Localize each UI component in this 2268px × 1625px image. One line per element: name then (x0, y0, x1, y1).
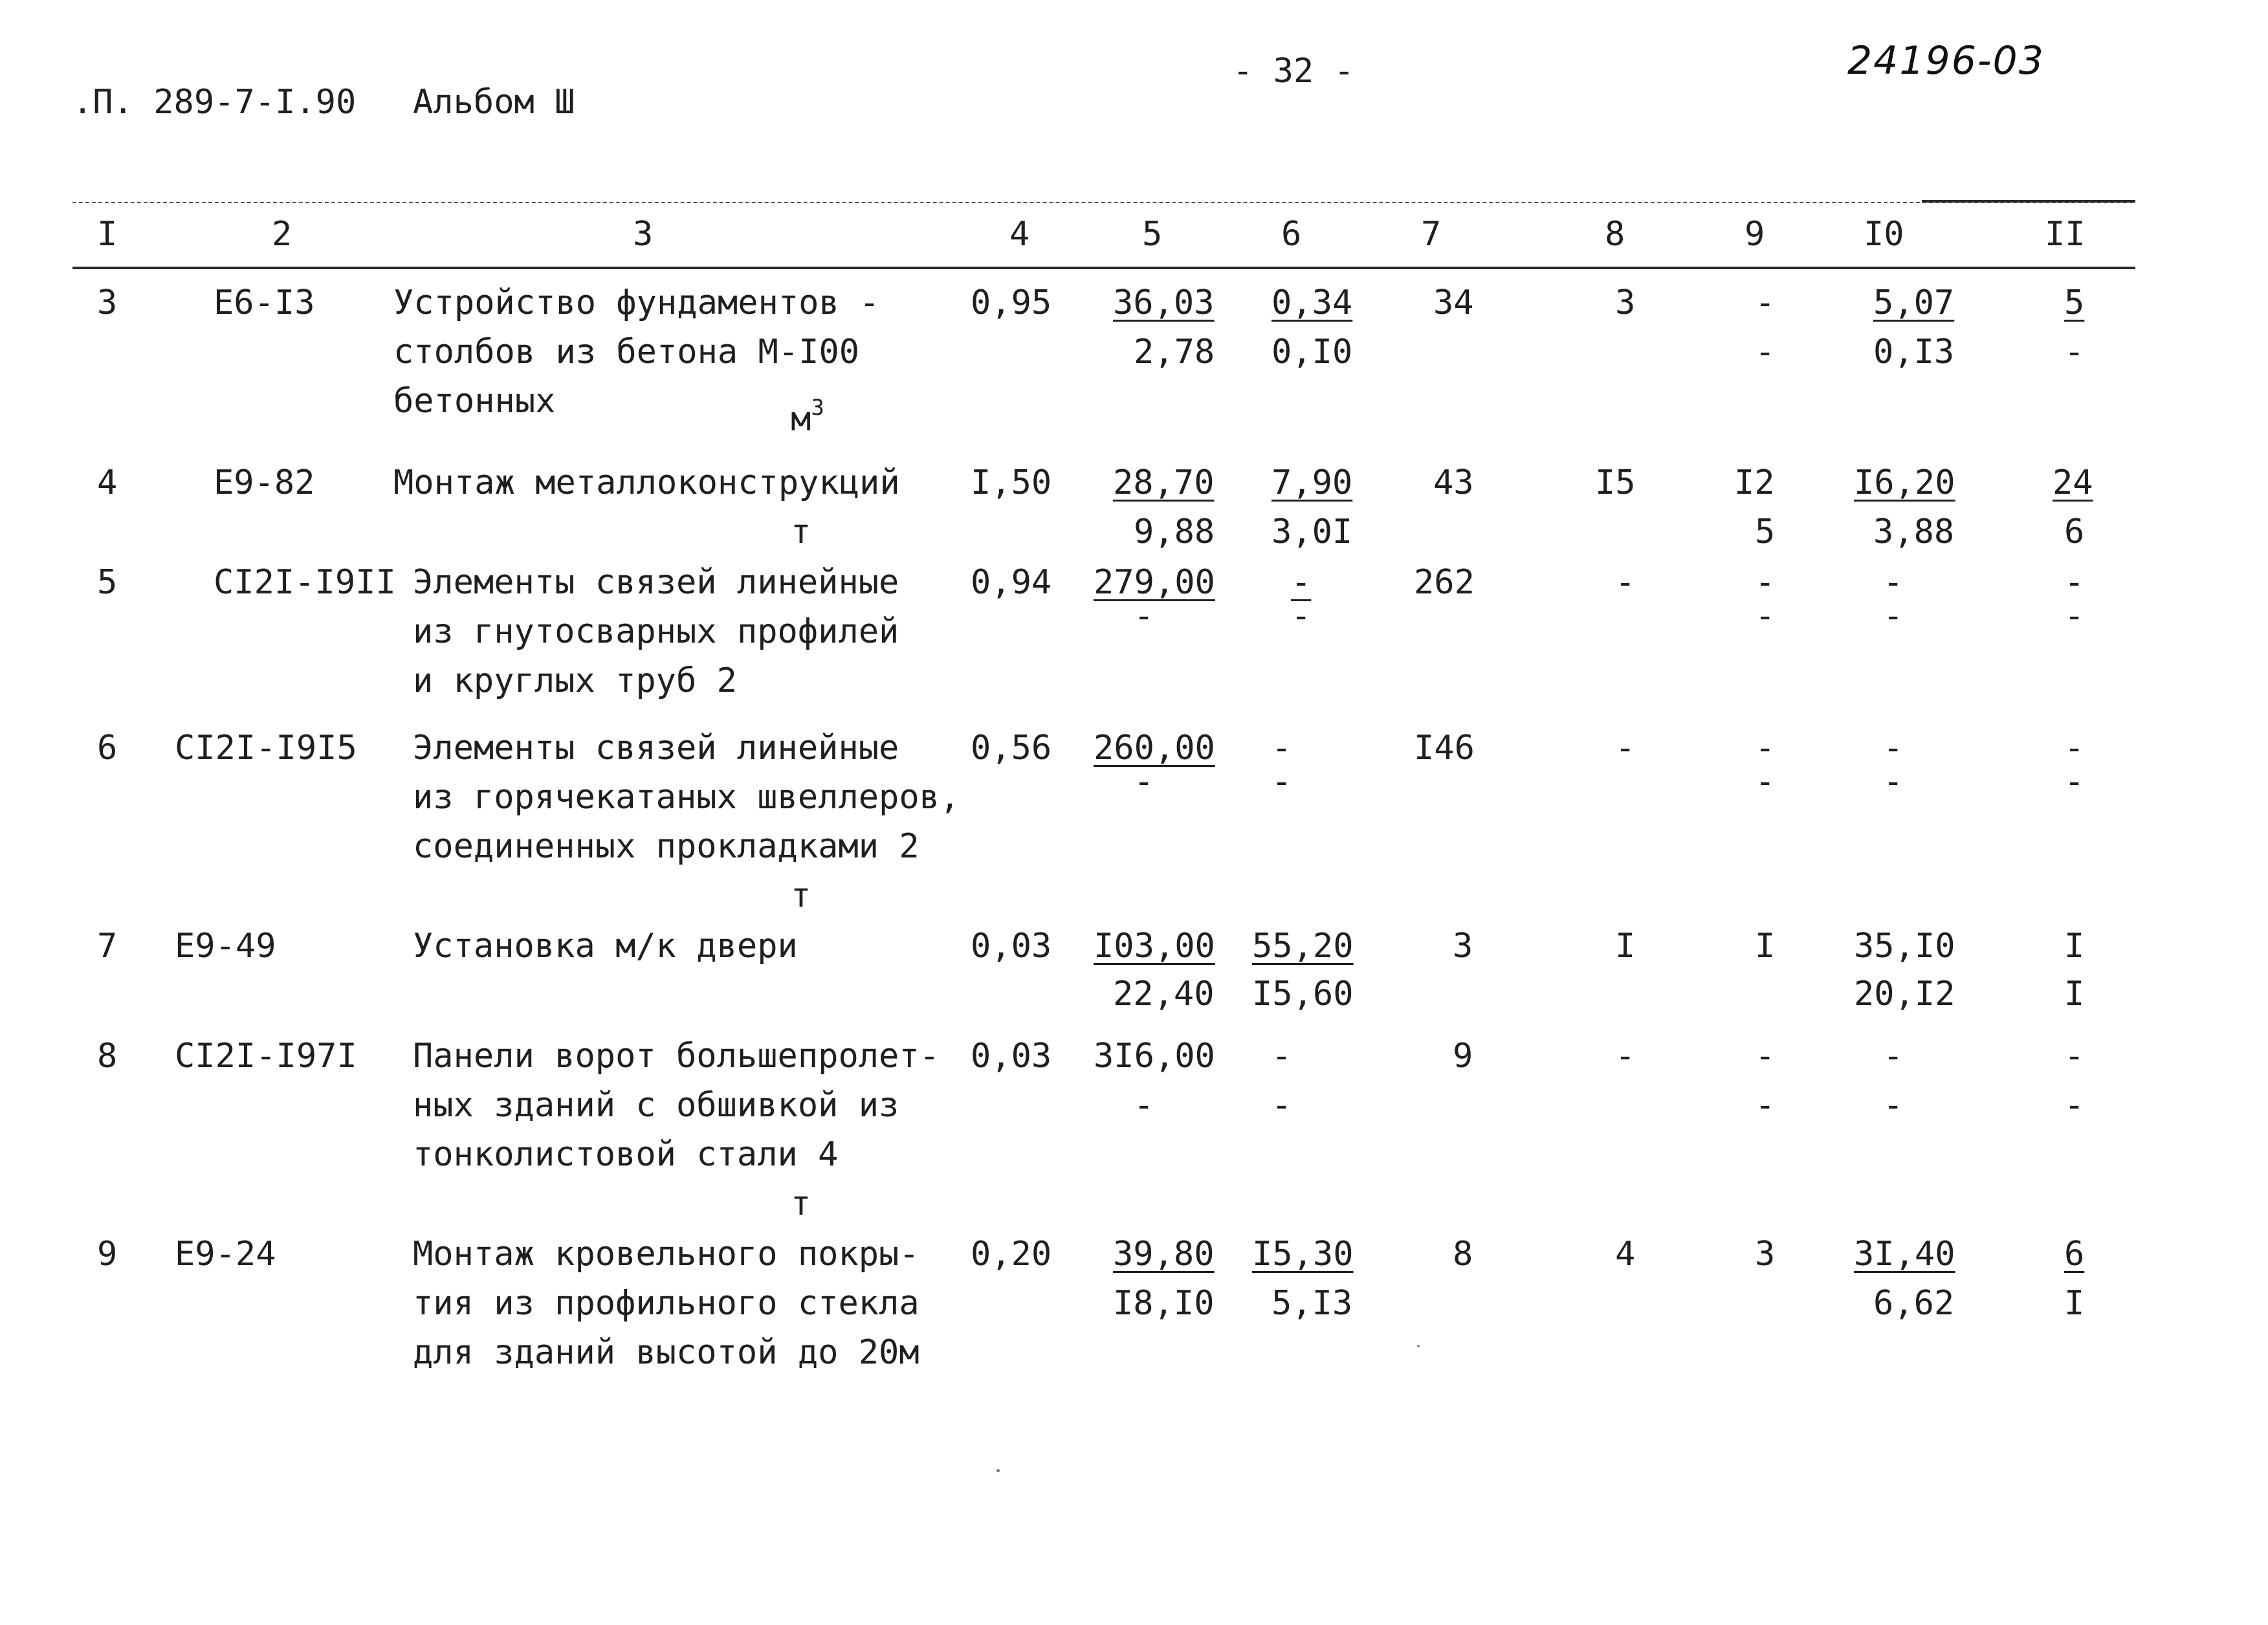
cell-col-5-top: 260,00 (1094, 729, 1215, 768)
cell-col-8: - (1615, 563, 1636, 602)
cell-col-6-bottom: 0,I0 (1272, 333, 1353, 371)
cell-col-6-top: I5,30 (1252, 1235, 1354, 1274)
cell-col-5-bottom: - (1134, 762, 1154, 801)
column-header-1: I (97, 215, 118, 254)
row-description-line: Установка м/к двери (413, 927, 798, 966)
row-unit: т (791, 876, 811, 915)
cell-col-6-bottom: 3,0I (1272, 513, 1353, 551)
row-description-line: ных зданий с обшивкой из (413, 1086, 899, 1125)
row-unit: т (791, 1184, 811, 1223)
row-description-line: и круглых труб 2 (413, 661, 737, 700)
cell-col-10-bottom: 3,88 (1873, 513, 1955, 551)
cell-col-8: 4 (1615, 1235, 1636, 1274)
cell-col-10-top: - (1883, 729, 1904, 768)
cell-col-4: 0,56 (971, 729, 1052, 768)
cell-col-7: I46 (1414, 729, 1475, 768)
page-number: - 32 - (1233, 52, 1354, 91)
cell-col-6-bottom: - (1291, 597, 1312, 636)
cell-col-6-bottom: 5,I3 (1272, 1284, 1353, 1323)
row-description-line: для зданий высотой до 20м (413, 1333, 919, 1372)
cell-col-5-bottom: 22,40 (1113, 975, 1215, 1013)
cell-col-5-top: 3I6,00 (1094, 1037, 1215, 1076)
cell-col-10-bottom: 0,I3 (1873, 333, 1955, 371)
cell-col-5-top: 36,03 (1113, 283, 1215, 322)
cell-col-10-bottom: - (1883, 597, 1904, 636)
row-description-line: тия из профильного стекла (413, 1284, 919, 1323)
row-code: Е9-49 (175, 927, 276, 966)
row-unit: т (791, 513, 811, 551)
cell-col-8: - (1615, 729, 1636, 768)
cell-col-11-top: 5 (2064, 283, 2085, 322)
cell-col-4: 0,03 (971, 927, 1052, 966)
cell-col-6-top: 0,34 (1272, 283, 1353, 322)
cell-col-5-bottom: 9,88 (1134, 513, 1215, 551)
row-unit: $м^3$ (791, 395, 824, 439)
row-description-line: Монтаж металлоконструкций (393, 463, 900, 502)
cell-col-4: 0,95 (971, 283, 1052, 322)
row-description-line: столбов из бетона М-I00 (393, 333, 860, 371)
row-description-line: Устройство фундаментов - (393, 283, 880, 322)
cell-col-11-top: I (2064, 927, 2085, 966)
cell-col-9-top: I2 (1734, 463, 1775, 502)
cell-col-9-top: - (1755, 729, 1776, 768)
cell-col-7: 43 (1433, 463, 1474, 502)
cell-col-9-bottom: - (1755, 333, 1776, 371)
row-description-line: соединенных прокладками 2 (413, 827, 919, 866)
cell-col-11-top: - (2064, 563, 2085, 602)
cell-col-9-top: - (1755, 1037, 1776, 1076)
handwritten-number: 24196-03 (1847, 38, 2045, 83)
cell-col-6-bottom: I5,60 (1252, 975, 1354, 1013)
cell-col-10-bottom: 6,62 (1873, 1284, 1955, 1323)
cell-col-5-bottom: - (1134, 597, 1154, 636)
document-code: .П. 289-7-I.90 (72, 83, 357, 122)
cell-col-9-bottom: - (1755, 597, 1776, 636)
row-description-line: Монтаж кровельного покры- (413, 1235, 919, 1274)
cell-col-9-bottom: - (1755, 762, 1776, 801)
cell-col-11-bottom: 6 (2064, 513, 2085, 551)
row-code: СI2I-I9II (214, 563, 396, 602)
cell-col-8: I5 (1595, 463, 1636, 502)
row-description-line: тонколистовой стали 4 (413, 1135, 839, 1174)
row-description-line: бетонных (393, 382, 556, 421)
cell-col-10-bottom: - (1883, 762, 1904, 801)
cell-col-5-top: I03,00 (1094, 927, 1215, 966)
cell-col-9-top: - (1755, 283, 1776, 322)
cell-col-5-top: 39,80 (1113, 1235, 1215, 1274)
cell-col-11-bottom: - (2064, 333, 2085, 371)
cell-col-5-top: 28,70 (1113, 463, 1215, 502)
cell-col-6-bottom: - (1272, 762, 1292, 801)
cell-col-11-bottom: I (2064, 1284, 2085, 1323)
cell-col-4: 0,20 (971, 1235, 1052, 1274)
cell-col-11-bottom: I (2064, 975, 2085, 1013)
cell-col-9-top: I (1755, 927, 1776, 966)
row-description-line: из гнутосварных профилей (413, 612, 899, 651)
cell-col-6-top: - (1272, 729, 1292, 768)
cell-col-8: - (1615, 1037, 1636, 1076)
column-header-7: 7 (1421, 215, 1442, 254)
album-label: Альбом Ш (413, 83, 575, 122)
column-header-4: 4 (1009, 215, 1030, 254)
row-code: Е9-82 (214, 463, 315, 502)
scan-speck (996, 1469, 1000, 1472)
column-header-2: 2 (272, 215, 292, 254)
cell-col-10-top: - (1883, 1037, 1904, 1076)
cell-col-11-bottom: - (2064, 762, 2085, 801)
cell-col-10-bottom: - (1883, 1086, 1904, 1125)
cell-col-6-bottom: - (1272, 1086, 1292, 1125)
cell-col-10-bottom: 20,I2 (1854, 975, 1955, 1013)
cell-col-11-bottom: - (2064, 597, 2085, 636)
column-header-10: I0 (1864, 215, 1904, 254)
cell-col-7: 262 (1414, 563, 1475, 602)
cell-col-8: 3 (1615, 283, 1636, 322)
row-code: СI2I-I97I (175, 1037, 357, 1076)
cell-col-7: 8 (1453, 1235, 1473, 1274)
cell-col-7: 3 (1453, 927, 1473, 966)
cell-col-10-top: - (1883, 563, 1904, 602)
cell-col-6-top: - (1291, 563, 1312, 602)
cell-col-5-bottom: I8,I0 (1113, 1284, 1215, 1323)
cell-col-4: 0,03 (971, 1037, 1052, 1076)
cell-col-10-top: 3I,40 (1854, 1235, 1955, 1274)
row-number: 6 (97, 729, 118, 768)
row-description-line: Панели ворот большепролет- (413, 1037, 940, 1076)
cell-col-11-top: - (2064, 1037, 2085, 1076)
column-header-6: 6 (1281, 215, 1302, 254)
cell-col-7: 34 (1433, 283, 1474, 322)
cell-col-11-bottom: - (2064, 1086, 2085, 1125)
column-header-9: 9 (1745, 215, 1765, 254)
column-header-3: 3 (633, 215, 654, 254)
row-number: 5 (97, 563, 118, 602)
cell-col-7: 9 (1453, 1037, 1473, 1076)
column-header-5: 5 (1142, 215, 1163, 254)
cell-col-5-bottom: 2,78 (1134, 333, 1215, 371)
row-number: 9 (97, 1235, 118, 1274)
top-rule-solid (1922, 200, 2135, 203)
cell-col-4: 0,94 (971, 563, 1052, 602)
cell-col-9-top: - (1755, 563, 1776, 602)
row-code: СI2I-I9I5 (175, 729, 357, 768)
cell-col-5-top: 279,00 (1094, 563, 1215, 602)
row-number: 3 (97, 283, 118, 322)
row-code: Е9-24 (175, 1235, 276, 1274)
cell-col-4: I,50 (971, 463, 1052, 502)
cell-col-10-top: 35,I0 (1854, 927, 1955, 966)
cell-col-9-bottom: - (1755, 1086, 1776, 1125)
cell-col-6-top: 55,20 (1252, 927, 1354, 966)
row-code: Е6-I3 (214, 283, 315, 322)
row-number: 4 (97, 463, 118, 502)
cell-col-10-top: I6,20 (1854, 463, 1955, 502)
header-rule (72, 267, 2135, 269)
top-rule (72, 202, 2133, 203)
scan-speck (1417, 1345, 1420, 1347)
row-number: 7 (97, 927, 118, 966)
cell-col-9-bottom: 5 (1755, 513, 1776, 551)
cell-col-9-top: 3 (1755, 1235, 1776, 1274)
cell-col-8: I (1615, 927, 1636, 966)
unit-superscript: 3 (811, 395, 824, 421)
column-header-8: 8 (1605, 215, 1625, 254)
row-description-line: из горячекатаных швеллеров, (413, 778, 960, 817)
cell-col-11-top: - (2064, 729, 2085, 768)
row-description-line: Элементы связей линейные (413, 729, 899, 768)
row-number: 8 (97, 1037, 118, 1076)
cell-col-6-top: 7,90 (1272, 463, 1353, 502)
column-header-11: II (2045, 215, 2086, 254)
cell-col-5-bottom: - (1134, 1086, 1154, 1125)
cell-col-11-top: 6 (2064, 1235, 2085, 1274)
row-description-line: Элементы связей линейные (413, 563, 899, 602)
cell-col-11-top: 24 (2053, 463, 2093, 502)
cell-col-6-top: - (1272, 1037, 1292, 1076)
cell-col-10-top: 5,07 (1873, 283, 1955, 322)
